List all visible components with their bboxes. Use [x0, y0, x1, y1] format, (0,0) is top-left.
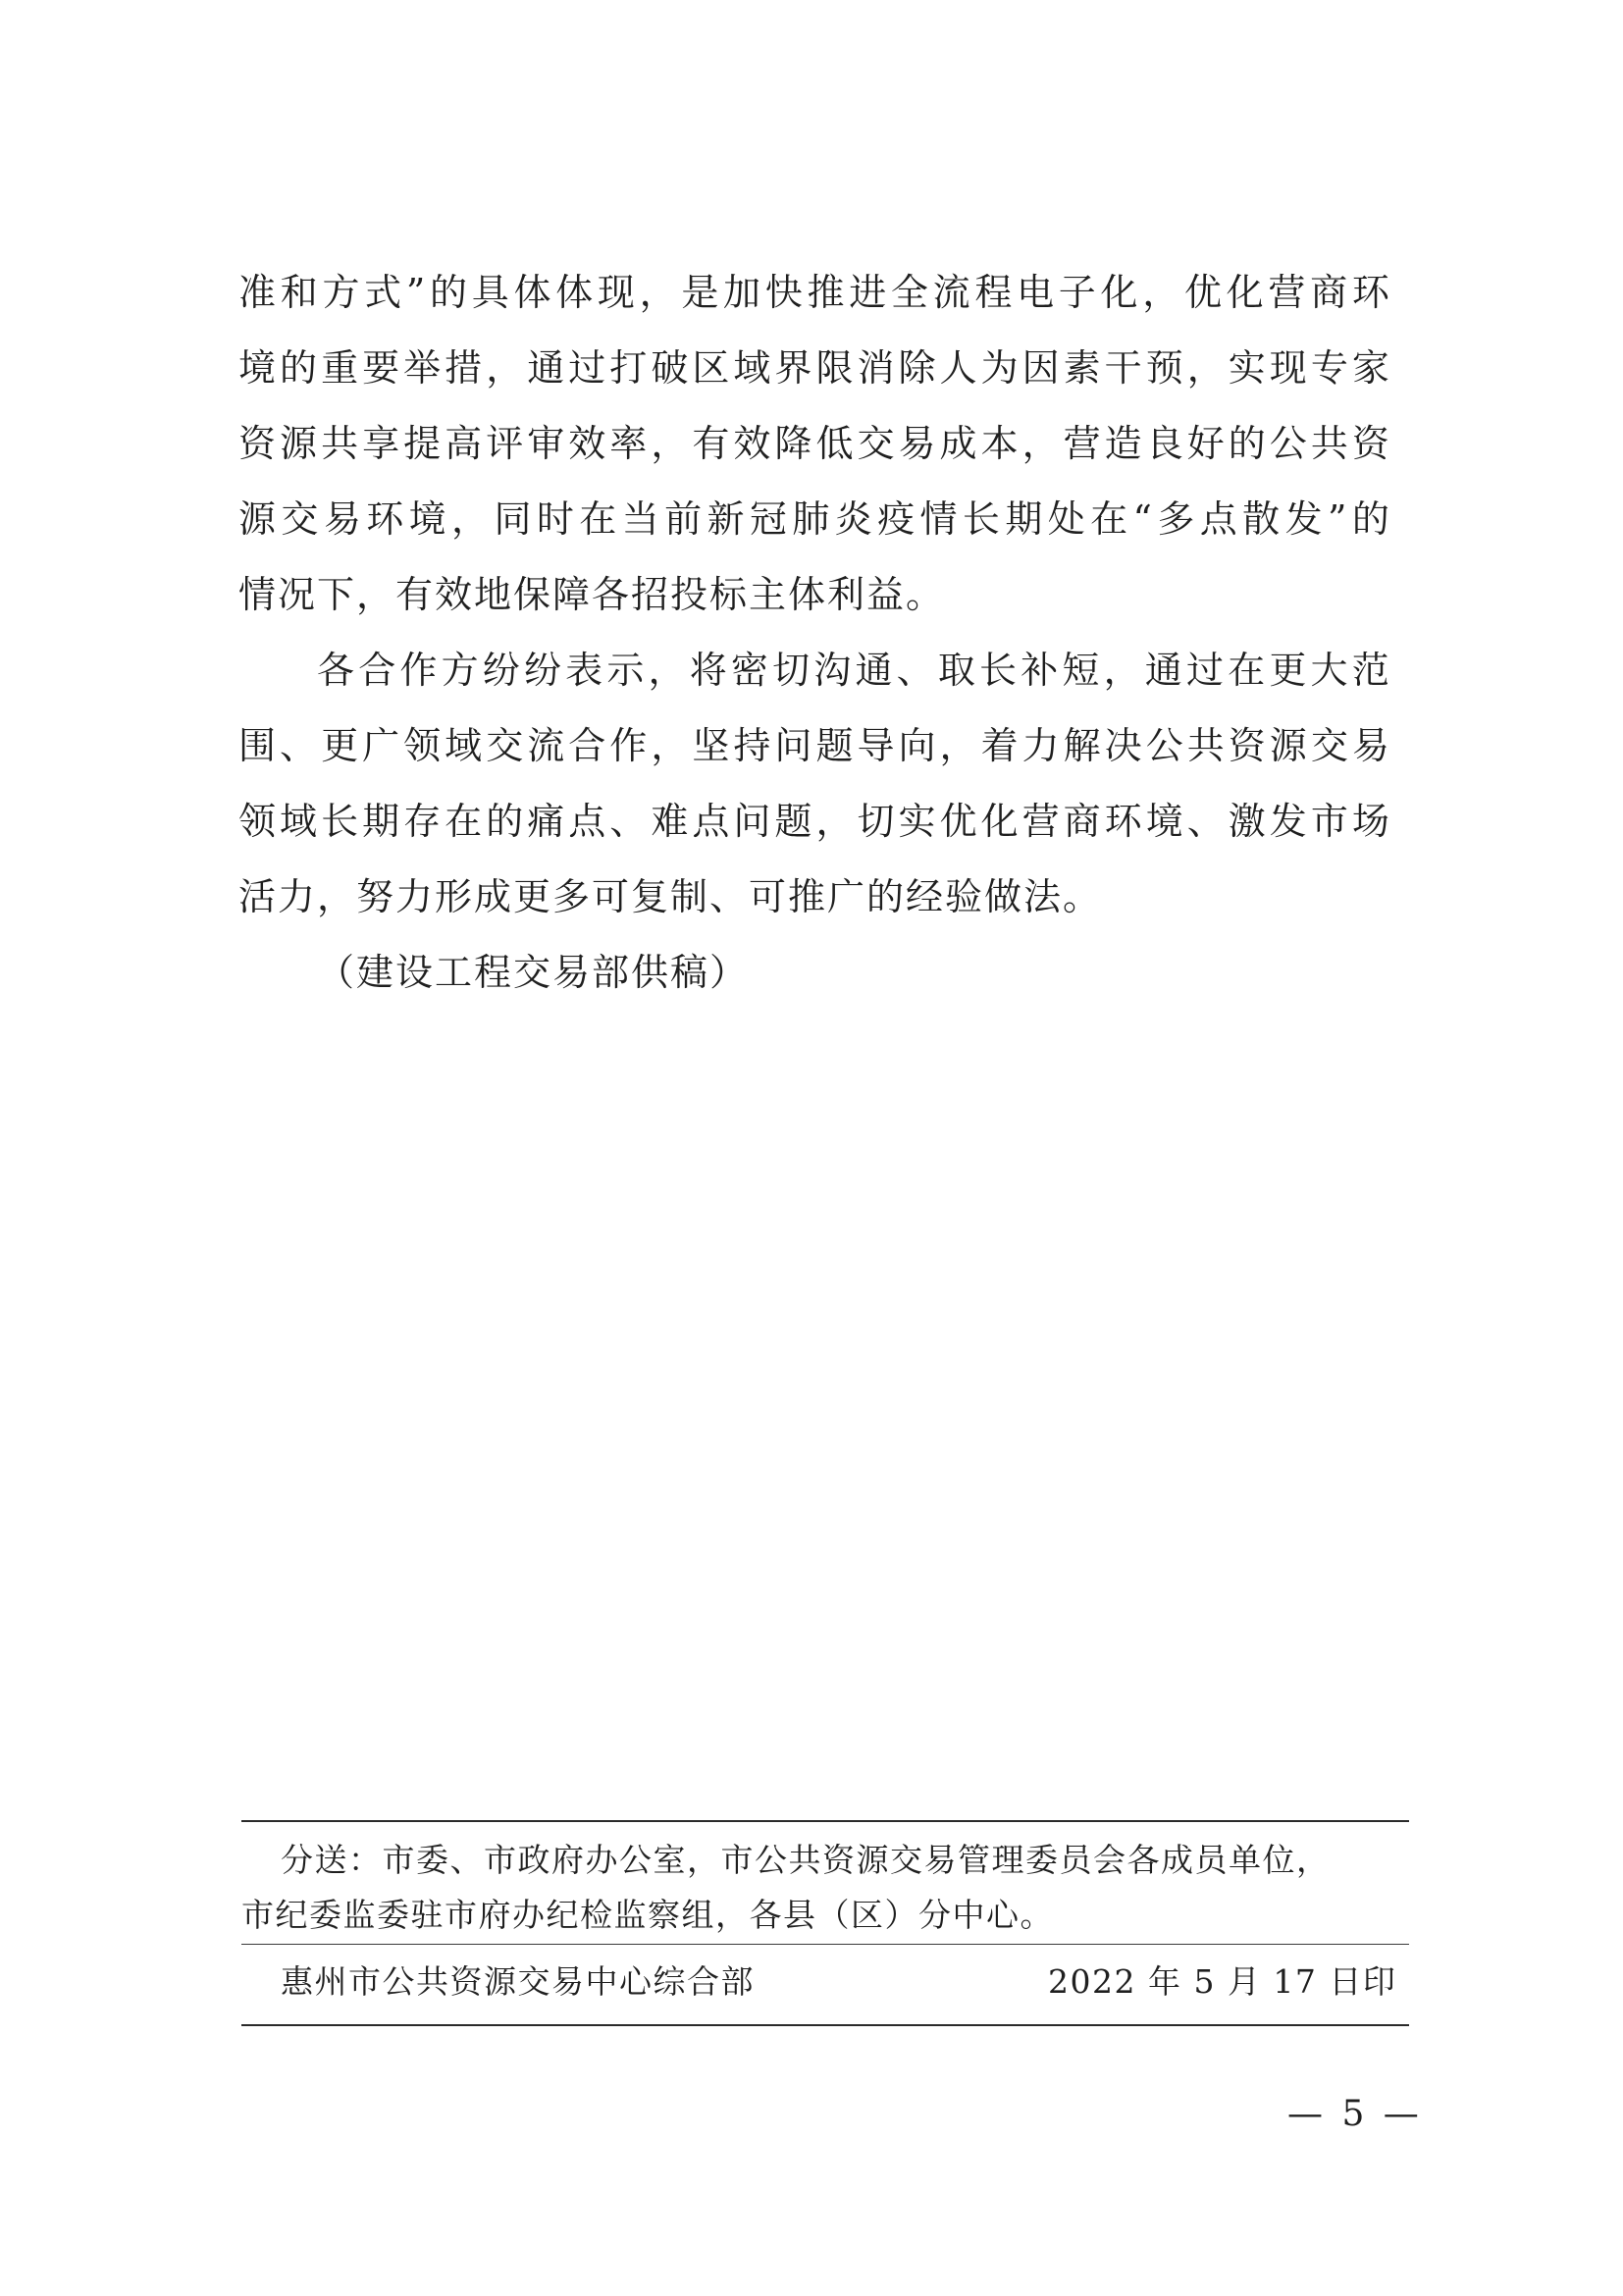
paragraph-line: 活力，努力形成更多可复制、可推广的经验做法。 [238, 875, 1103, 918]
paragraph-line: 准 和 方 式 ” 的 具 体 体 现 ， 是 加 快 推 进 全 流 程 电 子 化 ， 优 化 营 商 环 [238, 271, 1391, 314]
paragraph-line: 情况下，有效地保障各招投标主体利益。 [238, 573, 946, 616]
paragraph-line: 源 交 易 环 境 ， 同 时 在 当 前 新 冠 肺 炎 疫 情 长 期 处 在 “ 多 点 散 发 ” 的 [238, 497, 1391, 541]
paragraph-line: 资 源 共 享 提 高 评 审 效 率 ， 有 效 降 低 交 易 成 本 ， 营 造 良 好 的 公 共 资 [238, 422, 1391, 465]
page-number: — 5 — [1287, 2094, 1423, 2134]
article-credit: （建设工程交易部供稿） [317, 951, 750, 994]
footer-middle-rule [241, 1944, 1409, 1945]
paragraph-line: 各 合 作 方 纷 纷 表 示 ， 将 密 切 沟 通 、 取 长 补 短 ， 通 过 在 更 大 范 [317, 649, 1391, 692]
paragraph-line: 领 域 长 期 存 在 的 痛 点 、 难 点 问 题 ， 切 实 优 化 营 商 环 境 、 激 发 市 场 [238, 800, 1391, 843]
paragraph-line: 境 的 重 要 举 措 ， 通 过 打 破 区 域 界 限 消 除 人 为 因 素 干 预 ， 实 现 专 家 [238, 346, 1391, 390]
distribution-line-1: 分送：市委、市政府办公室，市公共资源交易管理委员会各成员单位， [281, 1841, 1331, 1879]
paragraph-line: 围 、 更 广 领 域 交 流 合 作 ， 坚 持 问 题 导 向 ， 着 力 解 决 公 共 资 源 交 易 [238, 724, 1391, 767]
footer-top-rule [241, 1820, 1409, 1822]
article-body [238, 255, 1391, 1011]
print-date: 2022 年 5 月 17 日印 [1048, 1962, 1397, 2001]
distribution-line-2: 市纪委监委驻市府办纪检监察组，各县（区）分中心。 [241, 1896, 1054, 1934]
footer-bottom-rule [241, 2024, 1409, 2026]
issuer-name: 惠州市公共资源交易中心综合部 [281, 1962, 755, 2001]
